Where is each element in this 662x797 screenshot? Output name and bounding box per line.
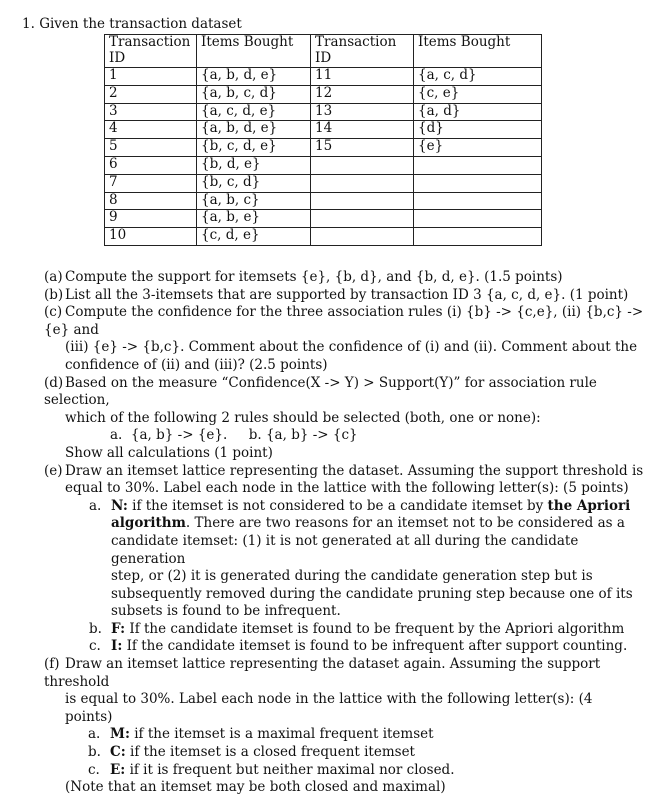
item-label: a. xyxy=(88,726,101,743)
label-f-item: b. F: If the candidate itemset is found to be frequent by the Apriori algorithm xyxy=(89,620,625,637)
items-bought-cell: {c, d, e} xyxy=(197,228,311,246)
part-text: Show all calculations (1 point) xyxy=(65,444,273,461)
table-row xyxy=(105,228,542,246)
header-transaction-id-2: Transaction ID xyxy=(311,35,414,68)
items-bought-cell: {b, c, d} xyxy=(197,174,311,192)
part-f xyxy=(44,656,644,797)
transaction-id-cell xyxy=(311,210,414,228)
part-label: (b) xyxy=(44,286,64,303)
question-heading xyxy=(22,16,242,34)
items-bought-cell: {e} xyxy=(414,139,542,157)
items-bought-cell: {b, c, d, e} xyxy=(197,139,311,157)
transaction-id-cell: 9 xyxy=(105,210,197,228)
part-c xyxy=(44,304,644,374)
transaction-id-cell: 5 xyxy=(105,139,197,157)
transaction-id-cell: 1 xyxy=(105,68,197,86)
items-bought-cell: {a, b, e} xyxy=(197,210,311,228)
part-text: Draw an itemset lattice representing the dataset again. Assuming the support threshold xyxy=(44,656,601,690)
part-label: (a) xyxy=(44,269,63,285)
item-label: b. xyxy=(89,620,102,637)
table-row xyxy=(105,85,542,103)
note: (Note that an itemset may be both closed and maximal) xyxy=(65,779,446,796)
part-a xyxy=(44,269,644,287)
items-bought-cell: {d} xyxy=(414,121,542,139)
transaction-id-cell: 4 xyxy=(105,121,197,139)
transaction-id-cell: 7 xyxy=(105,174,197,192)
items-bought-cell: {a, d} xyxy=(414,103,542,121)
table-row xyxy=(105,121,542,139)
transaction-id-cell: 14 xyxy=(311,121,414,139)
item-label: c. xyxy=(88,761,100,778)
table-row xyxy=(105,156,542,174)
transaction-id-cell xyxy=(311,174,414,192)
part-text: Compute the support for itemsets {e}, {b, d}, and {b, d, e}. (1.5 points) xyxy=(65,269,563,285)
label-c-item: b. C: if the itemset is a closed frequent itemset xyxy=(88,744,415,761)
items-bought-cell: {a, c, d} xyxy=(414,68,542,86)
table-row xyxy=(105,68,542,86)
question-parts xyxy=(44,269,644,797)
rule-options: a. {a, b} -> {e}. b. {a, b} -> {c} xyxy=(110,427,358,444)
part-e xyxy=(44,463,644,657)
items-bought-cell xyxy=(414,156,542,174)
part-text: List all the 3-itemsets that are supported by transaction ID 3 {a, c, d, e}. (1 point) xyxy=(65,286,629,303)
items-bought-cell xyxy=(414,210,542,228)
transaction-id-cell xyxy=(311,228,414,246)
transaction-table xyxy=(104,34,542,246)
items-bought-cell: {a, b, c, d} xyxy=(197,85,311,103)
part-label: (f) xyxy=(44,656,60,673)
question-number: 1. xyxy=(22,16,35,32)
items-bought-cell: {c, e} xyxy=(414,85,542,103)
table-row xyxy=(105,174,542,192)
table-row xyxy=(105,139,542,157)
items-bought-cell xyxy=(414,228,542,246)
header-transaction-id: Transaction ID xyxy=(105,35,197,68)
table-body xyxy=(105,68,542,246)
items-bought-cell: {a, b, d, e} xyxy=(197,68,311,86)
transaction-id-cell: 15 xyxy=(311,139,414,157)
label-i-item: c. I: If the candidate itemset is found to be infrequent after support counting. xyxy=(89,638,628,655)
question-title: Given the transaction dataset xyxy=(39,16,242,32)
part-text: confidence of (ii) and (iii)? (2.5 points) xyxy=(65,356,328,373)
part-text: (iii) {e} -> {b,c}. Comment about the confidence of (i) and (ii). Comment about the xyxy=(65,339,638,356)
table-row xyxy=(105,192,542,210)
part-text: equal to 30%. Label each node in the lattice with the following letter(s): (5 points) xyxy=(65,480,629,497)
label-e-item: c. E: if it is frequent but neither maximal nor closed. xyxy=(88,761,455,778)
transaction-id-cell: 3 xyxy=(105,103,197,121)
part-label: (d) xyxy=(44,374,64,391)
items-bought-cell: {a, c, d, e} xyxy=(197,103,311,121)
transaction-id-cell: 13 xyxy=(311,103,414,121)
transaction-id-cell: 11 xyxy=(311,68,414,86)
transaction-id-cell: 6 xyxy=(105,156,197,174)
header-items-bought: Items Bought xyxy=(197,35,311,68)
part-label: (c) xyxy=(44,304,63,321)
table-header-row xyxy=(105,35,542,68)
item-label: c. xyxy=(89,638,101,655)
label-n-item: a. N: if the itemset is not considered to be a candidate itemset by the Apriori algorithm. There are two reasons for an itemset not to be considered as a candidate itemset: (1) it is not generated at all during the candidate generation step, or (2) it is generated during the candidate generation step but is subsequently removed during the candidate pruning step because one of its subsets is found to be infrequent. xyxy=(89,497,633,620)
transaction-id-cell xyxy=(311,156,414,174)
label-m-item: a. M: if the itemset is a maximal frequent itemset xyxy=(88,726,434,743)
item-label: a. xyxy=(89,497,102,514)
part-text: is equal to 30%. Label each node in the lattice with the following letter(s): (4 points) xyxy=(65,691,593,725)
transaction-id-cell: 2 xyxy=(105,85,197,103)
part-d xyxy=(44,375,644,463)
part-text: Compute the confidence for the three association rules (i) {b} -> {c,e}, (ii) {b,c} -> {e} and xyxy=(44,304,644,338)
part-text: Based on the measure “Confidence(X -> Y) > Support(Y)” for association rule selection, xyxy=(44,374,597,409)
transaction-id-cell xyxy=(311,192,414,210)
transaction-id-cell: 8 xyxy=(105,192,197,210)
part-b xyxy=(44,287,644,305)
part-text: Draw an itemset lattice representing the dataset. Assuming the support threshold is xyxy=(65,462,644,479)
items-bought-cell xyxy=(414,192,542,210)
table-row xyxy=(105,103,542,121)
transaction-id-cell: 12 xyxy=(311,85,414,103)
items-bought-cell xyxy=(414,174,542,192)
table-row xyxy=(105,210,542,228)
items-bought-cell: {a, b, d, e} xyxy=(197,121,311,139)
item-label: b. xyxy=(88,744,101,761)
transaction-id-cell: 10 xyxy=(105,228,197,246)
part-label: (e) xyxy=(44,462,63,479)
part-text: which of the following 2 rules should be selected (both, one or none): xyxy=(65,409,541,426)
items-bought-cell: {b, d, e} xyxy=(197,156,311,174)
items-bought-cell: {a, b, c} xyxy=(197,192,311,210)
header-items-bought-2: Items Bought xyxy=(414,35,542,68)
